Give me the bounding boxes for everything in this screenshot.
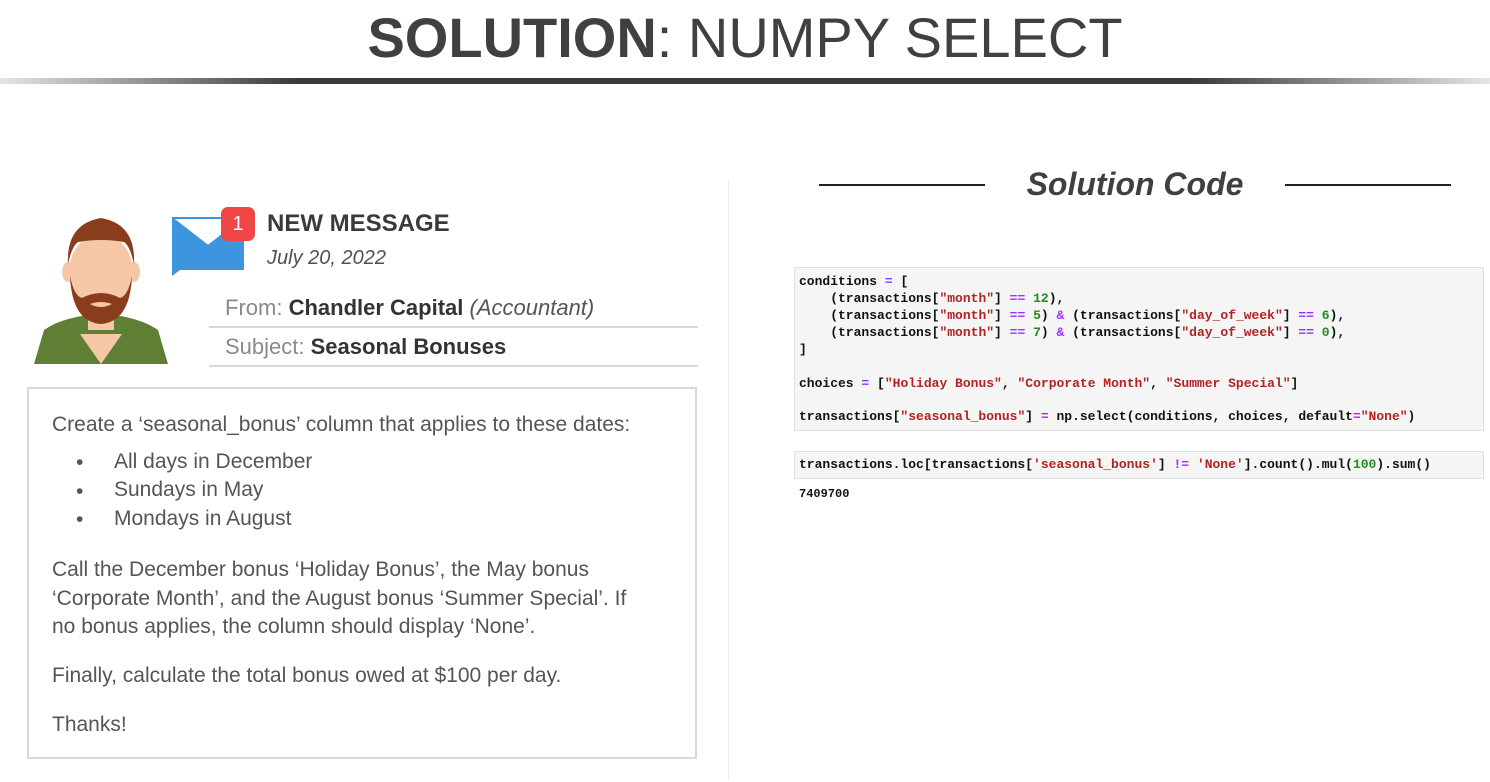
avatar bbox=[30, 214, 172, 366]
from-role: (Accountant) bbox=[469, 295, 595, 320]
from-row bbox=[225, 295, 594, 321]
from-name: Chandler Capital bbox=[288, 295, 464, 320]
bullet-dot: • bbox=[76, 451, 84, 474]
bullet-dot: • bbox=[76, 508, 84, 531]
code-line-3: (transactions["month"] == 5) & (transactions["day_of_week"] == 6), bbox=[799, 308, 1346, 323]
message-paragraph-3: Finally, calculate the total bonus owed at $100 per day. bbox=[52, 664, 562, 687]
code-line-2: (transactions["month"] == 12), bbox=[799, 291, 1065, 306]
title-bold: SOLUTION bbox=[367, 6, 657, 69]
solution-title: Solution Code bbox=[1026, 166, 1244, 202]
notification-badge: 1 bbox=[221, 207, 255, 241]
bullet-item: All days in December bbox=[114, 450, 313, 473]
subject-row bbox=[225, 334, 506, 360]
message-paragraph-2-line-3: no bonus applies, the column should display ‘None’. bbox=[52, 615, 536, 638]
slide-title bbox=[0, 4, 1490, 72]
title-underline bbox=[0, 78, 1490, 84]
message-intro: Create a ‘seasonal_bonus’ column that applies to these dates: bbox=[52, 413, 631, 436]
vertical-divider bbox=[728, 180, 729, 780]
solution-title-line-right bbox=[1285, 184, 1451, 186]
code-output: 7409700 bbox=[799, 487, 850, 501]
from-divider bbox=[209, 326, 698, 328]
subject-divider bbox=[209, 365, 698, 367]
message-date: July 20, 2022 bbox=[267, 247, 386, 269]
solution-title-line-left bbox=[819, 184, 985, 186]
message-paragraph-2-line-2: ‘Corporate Month’, and the August bonus ‘Summer Special’. If bbox=[52, 587, 627, 610]
from-label: From: bbox=[225, 295, 283, 320]
bullet-dot: • bbox=[76, 480, 84, 503]
code-line-5: ] bbox=[799, 342, 807, 357]
subject-value: Seasonal Bonuses bbox=[310, 334, 507, 359]
message-header: NEW MESSAGE bbox=[267, 210, 450, 237]
bullet-item: Mondays in August bbox=[114, 507, 292, 530]
message-signoff: Thanks! bbox=[52, 713, 127, 736]
message-paragraph-2-line-1: Call the December bonus ‘Holiday Bonus’, the May bonus bbox=[52, 558, 589, 581]
bullet-item: Sundays in May bbox=[114, 478, 264, 501]
title-rest: : NUMPY SELECT bbox=[656, 6, 1123, 69]
subject-label: Subject: bbox=[225, 334, 305, 359]
code-line-8: transactions.loc[transactions['seasonal_bonus'] != 'None'].count().mul(100).sum() bbox=[799, 457, 1431, 472]
code-line-4: (transactions["month"] == 7) & (transactions["day_of_week"] == 0), bbox=[799, 325, 1346, 340]
code-line-1: conditions = [ bbox=[799, 274, 909, 289]
code-line-6: choices = ["Holiday Bonus", "Corporate Month", "Summer Special"] bbox=[799, 376, 1299, 391]
code-line-7: transactions["seasonal_bonus"] = np.select(conditions, choices, default="None") bbox=[799, 409, 1416, 424]
